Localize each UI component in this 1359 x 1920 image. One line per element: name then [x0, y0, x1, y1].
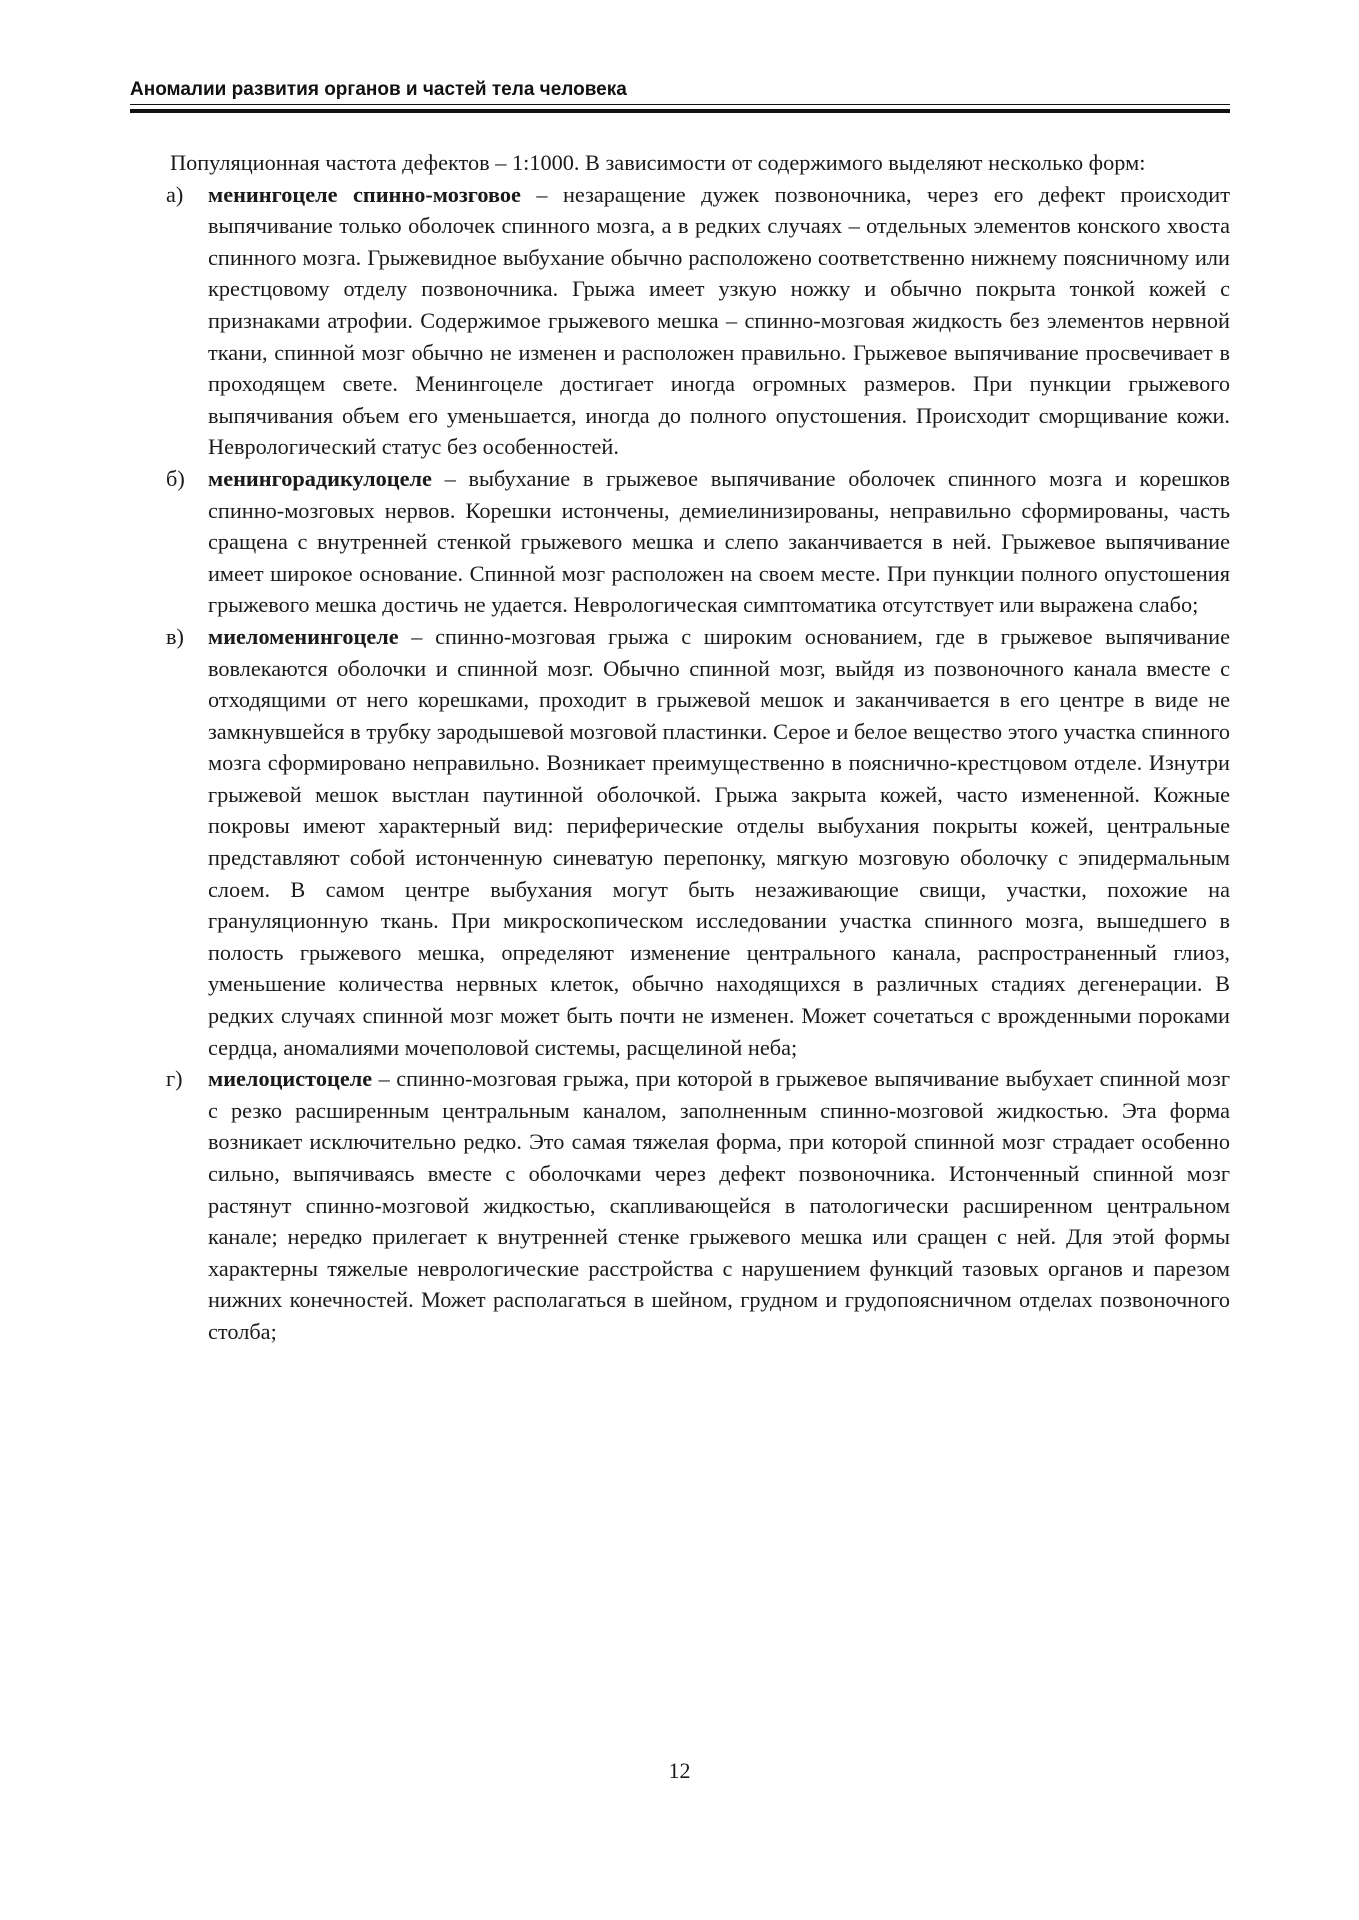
list-item — [166, 1063, 1230, 1347]
list-item — [166, 179, 1230, 463]
list-marker: б) — [166, 465, 185, 491]
term: менингоцеле спинно-мозговое — [208, 181, 521, 207]
term: миелоцистоцеле — [208, 1066, 373, 1092]
list-marker: в) — [166, 623, 184, 649]
item-text: – спинно-мозговая грыжа, при которой в грыжевое выпячивание выбухает спинной мозг с резко расширенным центральным каналом, заполненным спинно-мозговой жидкостью. Эта форма возникает исключительно редко. Это самая тяжелая форма, при которой спинной мозг страдает особенно сильно, выпячиваясь вместе с оболочками через дефект позвоночника. Истонченный спинной мозг растянут спинно-мозговой жидкостью, скапливающейся в патологически расширенном центральном канале; нередко прилегает к внутренней стенке грыжевого мешка или сращен с ней. Для этой формы характерны тяжелые неврологические расстройства с нарушением функций тазовых органов и парезом нижних конечностей. Может располагаться в шейном, грудном и грудопоясничном отделах позвоночного столба; — [208, 1066, 1230, 1344]
forms-list — [166, 179, 1230, 1348]
item-text: – выбухание в грыжевое выпячивание оболочек спинного мозга и корешков спинно-мозговых нервов. Корешки истончены, демиелинизированы, неправильно сформированы, часть сращена с внутренней стенкой грыжевого мешка и слепо заканчивается в ней. Грыжевое выпячивание имеет широкое основание. Спинной мозг расположен на своем месте. При пункции полного опустошения грыжевого мешка достичь не удается. Неврологическая симптоматика отсутствует или выражена слабо; — [208, 465, 1230, 618]
header-rule-thin — [130, 104, 1230, 105]
list-item — [166, 621, 1230, 1063]
running-header: Аномалии развития органов и частей тела человека — [130, 79, 627, 100]
term: миеломенингоцеле — [208, 623, 399, 649]
list-marker: а) — [166, 181, 184, 207]
item-text: – незаращение дужек позвоночника, через его дефект происходит выпячивание только оболочек спинного мозга, а в редких случаях – отдельных элементов конского хвоста спинного мозга. Грыжевидное выбухание обычно расположено соответственно нижнему поясничному или крестцовому отделу позвоночника. Грыжа имеет узкую ножку и обычно покрыта тонкой кожей с признаками атрофии. Содержимое грыжевого мешка – спинно-мозговая жидкость без элементов нервной ткани, спинной мозг обычно не изменен и расположен правильно. Грыжевое выпячивание просвечивает в проходящем свете. Менингоцеле достигает иногда огромных размеров. При пункции грыжевого выпячивания объем его уменьшается, иногда до полного опустошения. Происходит сморщивание кожи. Неврологический статус без особенностей. — [208, 181, 1230, 460]
term: менингорадикулоцеле — [208, 465, 432, 491]
list-item — [166, 463, 1230, 621]
body-text — [166, 147, 1230, 1348]
item-text: – спинно-мозговая грыжа с широким основанием, где в грыжевое выпячивание вовлекаются оболочки и спинной мозг. Обычно спинной мозг, выйдя из позвоночного канала вместе с отходящими от него корешками, проходит в грыжевой мешок и заканчивается в его центре в виде не замкнувшейся в трубку зародышевой мозговой пластинки. Серое и белое вещество этого участка спинного мозга сформировано неправильно. Возникает преимущественно в пояснично-крестцовом отделе. Изнутри грыжевой мешок выстлан паутинной оболочкой. Грыжа закрыта кожей, часто измененной. Кожные покровы имеют характерный вид: периферические отделы выбухания покрыты кожей, центральные представляют собой истонченную синеватую перепонку, мягкую мозговую оболочку с эпидермальным слоем. В самом центре выбухания могут быть незаживающие свищи, участки, похожие на грануляционную ткань. При микроскопическом исследовании участка спинного мозга, вышедшего в полость грыжевого мешка, определяют изменение центрального канала, распространенный глиоз, уменьшение количества нервных клеток, обычно находящихся в различных стадиях дегенерации. В редких случаях спинной мозг может быть почти не изменен. Может сочетаться с врожденными пороками сердца, аномалиями мочеполовой системы, расщелиной неба; — [208, 623, 1230, 1060]
header-rule-thick — [130, 109, 1230, 113]
intro-paragraph: Популяционная частота дефектов – 1:1000. В зависимости от содержимого выделяют несколько форм: — [170, 150, 1146, 175]
page-number: 12 — [668, 1758, 691, 1783]
list-marker: г) — [166, 1066, 183, 1092]
